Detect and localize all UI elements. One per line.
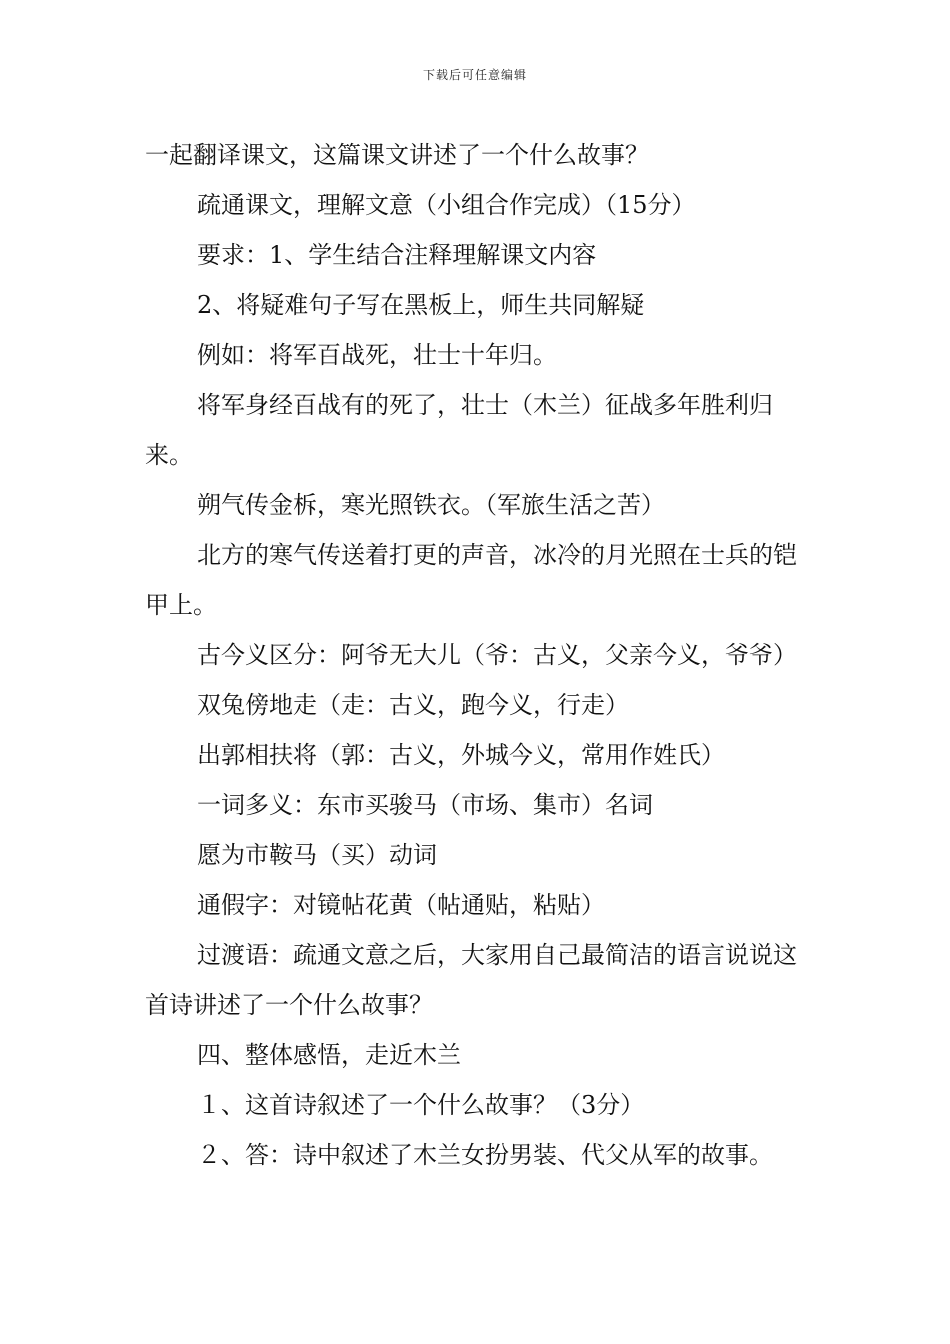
paragraph-2: 疏通课文，理解文意（小组合作完成）（15分） (197, 191, 696, 219)
page-header: 下载后可任意编辑 (422, 68, 527, 82)
paragraph-14: 通假字：对镜帖花黄（帖通贴，粘贴） (197, 891, 605, 919)
paragraph-6: 将军身经百战有的死了，壮士（木兰）征战多年胜利归来。 (145, 391, 773, 469)
paragraph-13: 愿为市鞍马（买）动词 (197, 841, 437, 869)
paragraph-10: 双兔傍地走（走：古义，跑今义，行走） (197, 691, 629, 719)
paragraph-9: 古今义区分：阿爷无大儿（爷：古义，父亲今义，爷爷） (197, 641, 797, 669)
paragraph-11: 出郭相扶将（郭：古义，外城今义，常用作姓氏） (197, 741, 725, 769)
paragraph-15: 过渡语：疏通文意之后，大家用自己最简洁的语言说说这首诗讲述了一个什么故事？ (145, 941, 797, 1019)
paragraph-4: 2、将疑难句子写在黑板上，师生共同解疑 (197, 291, 645, 319)
paragraph-16: 四、整体感悟，走近木兰 (197, 1041, 461, 1069)
paragraph-12: 一词多义：东市买骏马（市场、集市）名词 (197, 791, 653, 819)
document-body (145, 130, 810, 1180)
paragraph-5: 例如：将军百战死，壮士十年归。 (197, 341, 557, 369)
paragraph-8: 北方的寒气传送着打更的声音，冰冷的月光照在士兵的铠甲上。 (145, 541, 797, 619)
paragraph-18: ２、答：诗中叙述了木兰女扮男装、代父从军的故事。 (197, 1141, 773, 1169)
paragraph-1: 一起翻译课文，这篇课文讲述了一个什么故事？ (145, 141, 649, 169)
paragraph-3: 要求：1、学生结合注释理解课文内容 (197, 241, 597, 269)
paragraph-7: 朔气传金柝，寒光照铁衣。（军旅生活之苦） (197, 491, 665, 519)
paragraph-17: １、这首诗叙述了一个什么故事？（3分） (197, 1091, 645, 1119)
